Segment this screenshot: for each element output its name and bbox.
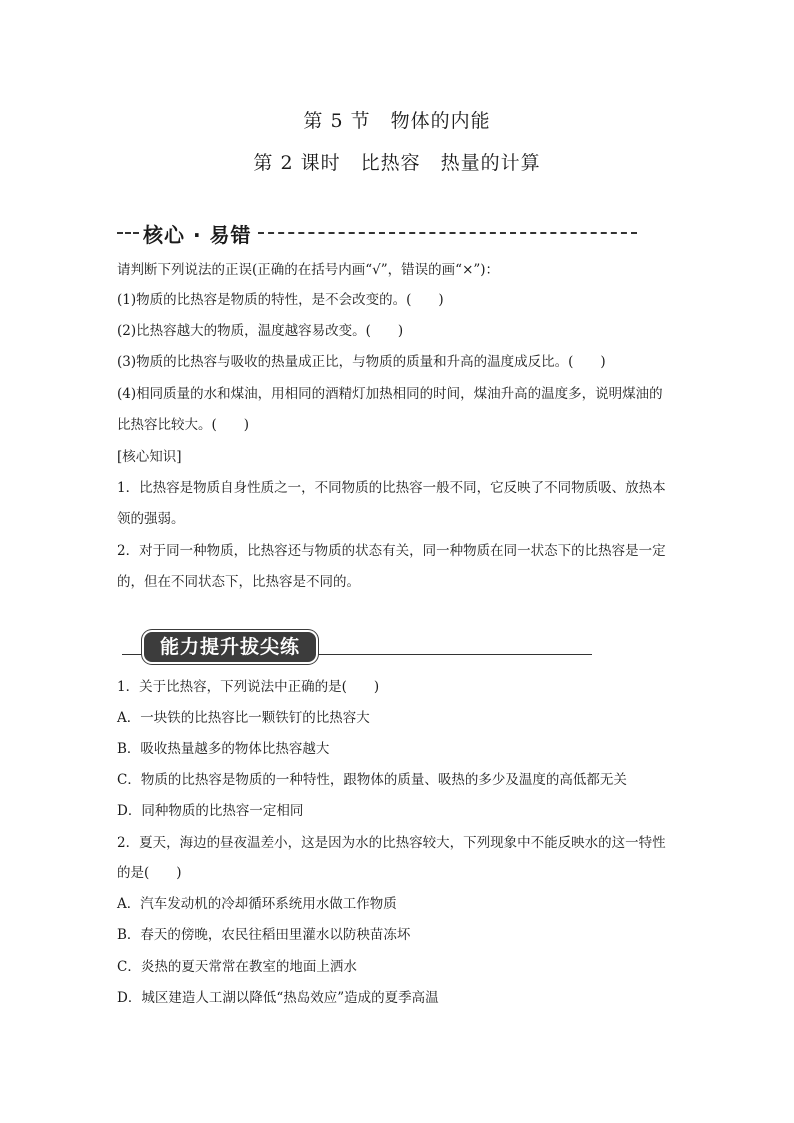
judgement-item: (2)比热容越大的物质，温度越容易改变。( )	[117, 323, 404, 339]
section-title: 第 5 节 物体的内能	[303, 110, 491, 132]
question-1-option-a: A．一块铁的比热容比一颗铁钉的比热容大	[117, 710, 370, 726]
practice-banner-label: 能力提升拔尖练	[144, 632, 316, 662]
question-2-option-b: B．春天的傍晚，农民往稻田里灌水以防秧苗冻坏	[117, 927, 411, 943]
question-2-option-c: C．炎热的夏天常常在教室的地面上洒水	[117, 959, 357, 975]
question-2-stem: 2．夏天，海边的昼夜温差小，这是因为水的比热容较大，下列现象中不能反映水的这一特性	[117, 835, 666, 851]
heading-trailing-dash	[258, 232, 637, 234]
judgement-item: (4)相同质量的水和煤油，用相同的酒精灯加热相同的时间，煤油升高的温度多，说明煤油的	[117, 386, 663, 402]
judgement-item-continued: 比热容比较大。( )	[117, 417, 250, 433]
question-1-option-c: C．物质的比热容是物质的一种特性，跟物体的质量、吸热的多少及温度的高低都无关	[117, 772, 627, 788]
question-1-option-d: D．同种物质的比热容一定相同	[117, 803, 304, 819]
question-2-option-a: A．汽车发动机的冷却循环系统用水做工作物质	[117, 896, 397, 912]
heading-lead-dash	[117, 232, 139, 234]
practice-banner	[122, 630, 592, 666]
knowledge-point-continued: 的，但在不同状态下，比热容是不同的。	[117, 574, 360, 590]
lesson-title: 第 2 课时 比热容 热量的计算	[253, 152, 541, 174]
judgement-item: (3)物质的比热容与吸收的热量成正比，与物质的质量和升高的温度成反比。( )	[117, 354, 606, 370]
judgement-item: (1)物质的比热容是物质的特性，是不会改变的。( )	[117, 292, 444, 308]
question-2-option-d: D．城区建造人工湖以降低“热岛效应”造成的夏季高温	[117, 990, 439, 1006]
question-1-option-b: B．吸收热量越多的物体比热容越大	[117, 741, 330, 757]
question-2-stem-continued: 的是( )	[117, 865, 182, 881]
core-heading-label: 核心 · 易错	[143, 222, 252, 247]
knowledge-point: 2．对于同一种物质，比热容还与物质的状态有关，同一种物质在同一状态下的比热容是一定	[117, 543, 666, 559]
knowledge-point-continued: 领的强弱。	[117, 511, 185, 527]
core-section-heading	[117, 219, 637, 247]
core-knowledge-label: [核心知识]	[117, 449, 182, 465]
question-1-stem: 1．关于比热容，下列说法中正确的是( )	[117, 679, 380, 695]
instruction-text: 请判断下列说法的正误(正确的在括号内画“√”，错误的画“×”)：	[117, 262, 500, 278]
knowledge-point: 1．比热容是物质自身性质之一，不同物质的比热容一般不同，它反映了不同物质吸、放热本	[117, 480, 666, 496]
